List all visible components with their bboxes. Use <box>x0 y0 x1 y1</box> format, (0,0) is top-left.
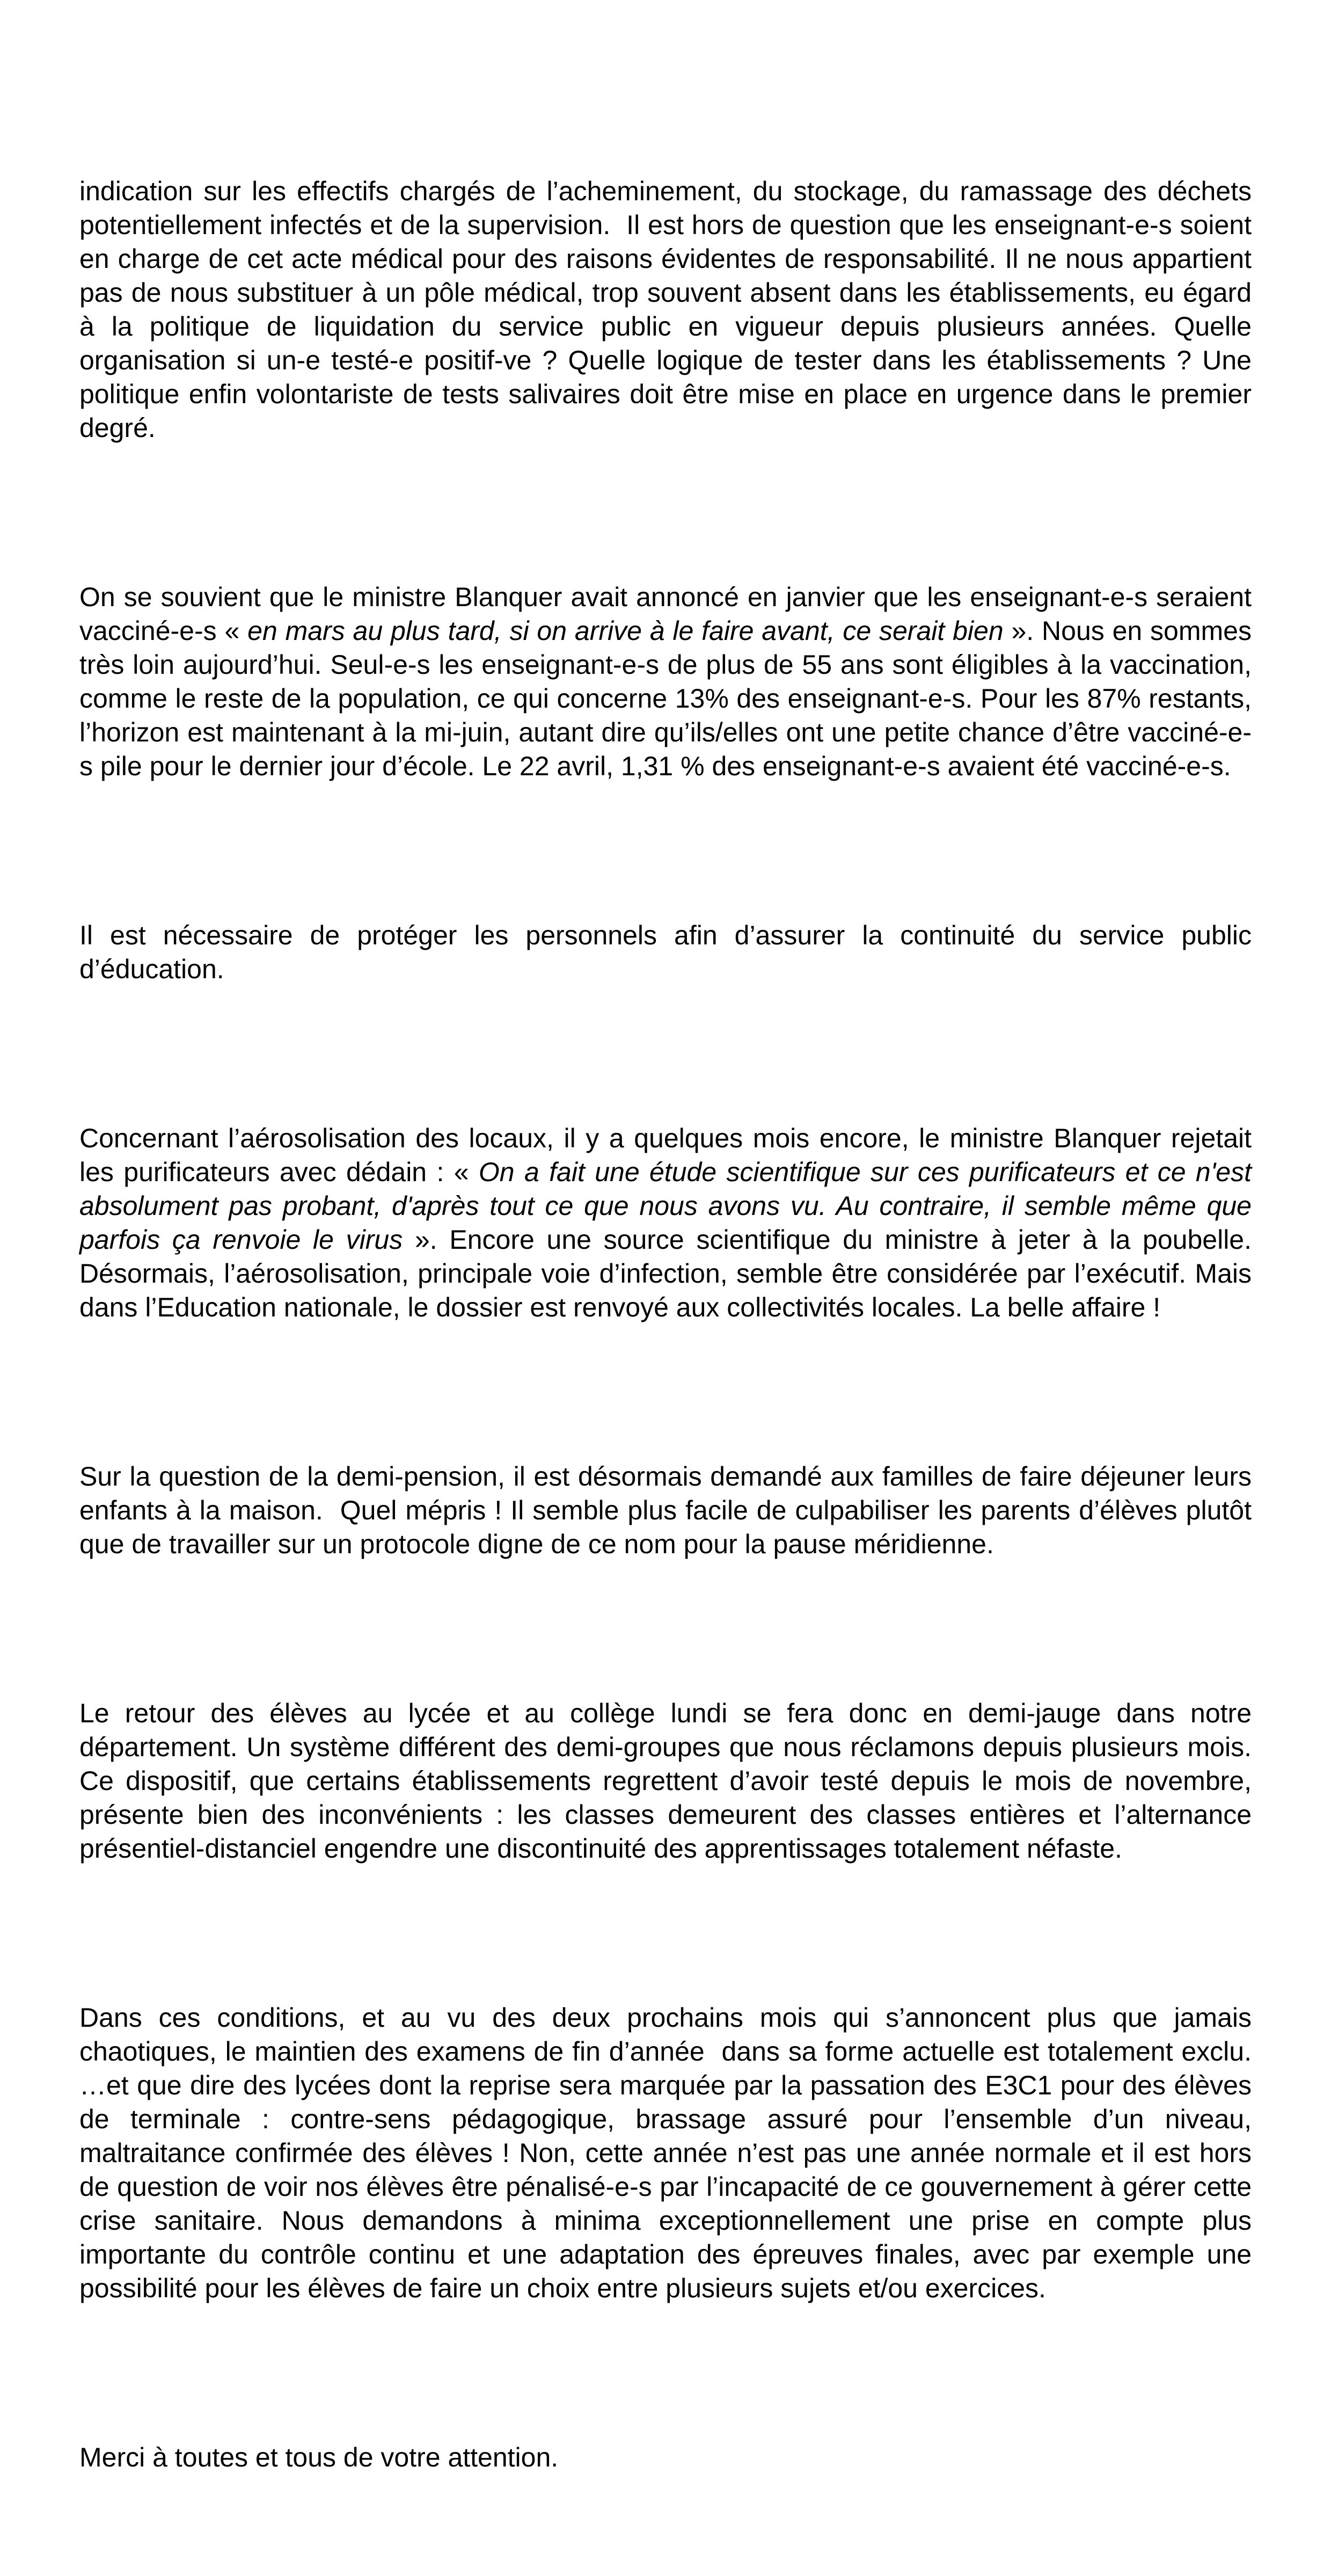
paragraph-demi-jauge <box>79 1697 1259 1866</box>
text-run: Il est nécessaire de protéger les personnels afin d’assurer la continuité du service public d’éducation. <box>79 920 1259 984</box>
text-run: ». Encore une source scientifique du ministre à jeter à la poubelle. Désormais, l’aérosolisation, principale voie d’infection, semble être considérée par l’exécutif. Mais dans l’Education nationale, le dossier est renvoyé aux collectivités locales. La belle affaire ! <box>79 1225 1259 1322</box>
paragraph-protection-personnels <box>79 919 1259 986</box>
quoted-speech-italic: On a fait une étude scientifique sur ces purificateurs et ce n'est absolument pas probant, d'après tout ce que nous avons vu. Au contraire, il semble même que parfois ça renvoie le virus <box>79 1157 1259 1255</box>
text-run: On se souvient que le ministre Blanquer avait annoncé en janvier que les enseignant-e-s seraient vacciné-e-s « <box>79 582 1259 646</box>
text-run: ». Nous en sommes très loin aujourd’hui. Seul-e-s les enseignant-e-s de plus de 55 ans sont éligibles à la vaccination, comme le reste de la population, ce qui concerne 13% des enseignant-e-s. Pour les 87% restants, l’horizon est maintenant à la mi-juin, autant dire qu’ils/elles ont une petite chance d’être vacciné-e-s pile pour le dernier jour d’école. Le 22 avril, 1,31 % des enseignant-e-s avaient été vacciné-e-s. <box>79 616 1259 781</box>
paragraph-tests-organisation <box>79 174 1259 445</box>
text-run: Concernant l’aérosolisation des locaux, il y a quelques mois encore, le ministre Blanquer rejetait les purificateurs avec dédain : « <box>79 1123 1259 1187</box>
paragraph-demi-pension <box>79 1460 1259 1561</box>
paragraph-examens <box>79 2001 1259 2305</box>
text-run: Merci à toutes et tous de votre attention. <box>79 2442 559 2472</box>
paragraph-aerosolisation <box>79 1122 1259 1325</box>
text-run: Le retour des élèves au lycée et au collège lundi se fera donc en demi-jauge dans notre département. Un système différent des demi-groupes que nous réclamons depuis plusieurs mois. Ce dispositif, que certains établissements regrettent d’avoir testé depuis le mois de novembre, présente bien des inconvénients : les classes demeurent des classes entières et l’alternance présentiel-distanciel engendre une discontinuité des apprentissages totalement néfaste. <box>79 1698 1259 1864</box>
paragraph-remerciement <box>79 2441 1252 2475</box>
quoted-speech-italic: en mars au plus tard, si on arrive à le faire avant, ce serait bien <box>247 616 1004 646</box>
text-run: Sur la question de la demi-pension, il est désormais demandé aux familles de faire déjeuner leurs enfants à la maison. Quel mépris ! Il semble plus facile de culpabiliser les parents d’élèves plutôt que de travailler sur un protocole digne de ce nom pour la pause méridienne. <box>79 1461 1259 1559</box>
paragraph-vaccination <box>79 580 1259 783</box>
text-run: Dans ces conditions, et au vu des deux prochains mois qui s’annoncent plus que jamais chaotiques, le maintien des examens de fin d’année dans sa forme actuelle est totalement exclu. …et que dire des lycées dont la reprise sera marquée par la passation des E3C1 pour des élèves de terminale : contre-sens pédagogique, brassage assuré pour l’ensemble d’un niveau, maltraitance confirmée des élèves ! Non, cette année n’est pas une année normale et il est hors de question de voir nos élèves être pénalisé-e-s par l’incapacité de ce gouvernement à gérer cette crise sanitaire. Nous demandons à minima exceptionnellement une prise en compte plus importante du contrôle continu et une adaptation des épreuves finales, avec par exemple une possibilité pour les élèves de faire un choix entre plusieurs sujets et/ou exercices. <box>79 2003 1259 2303</box>
text-run: indication sur les effectifs chargés de l’acheminement, du stockage, du ramassage des déchets potentiellement infectés et de la supervision. Il est hors de question que les enseignant-e-s soient en charge de cet acte médical pour des raisons évidentes de responsabilité. Il ne nous appartient pas de nous substituer à un pôle médical, trop souvent absent dans les établissements, eu égard à la politique de liquidation du service public en vigueur depuis plusieurs années. Quelle organisation si un-e testé-e positif-ve ? Quelle logique de tester dans les établissements ? Une politique enfin volontariste de tests salivaires doit être mise en place en urgence dans le premier degré. <box>79 176 1259 443</box>
